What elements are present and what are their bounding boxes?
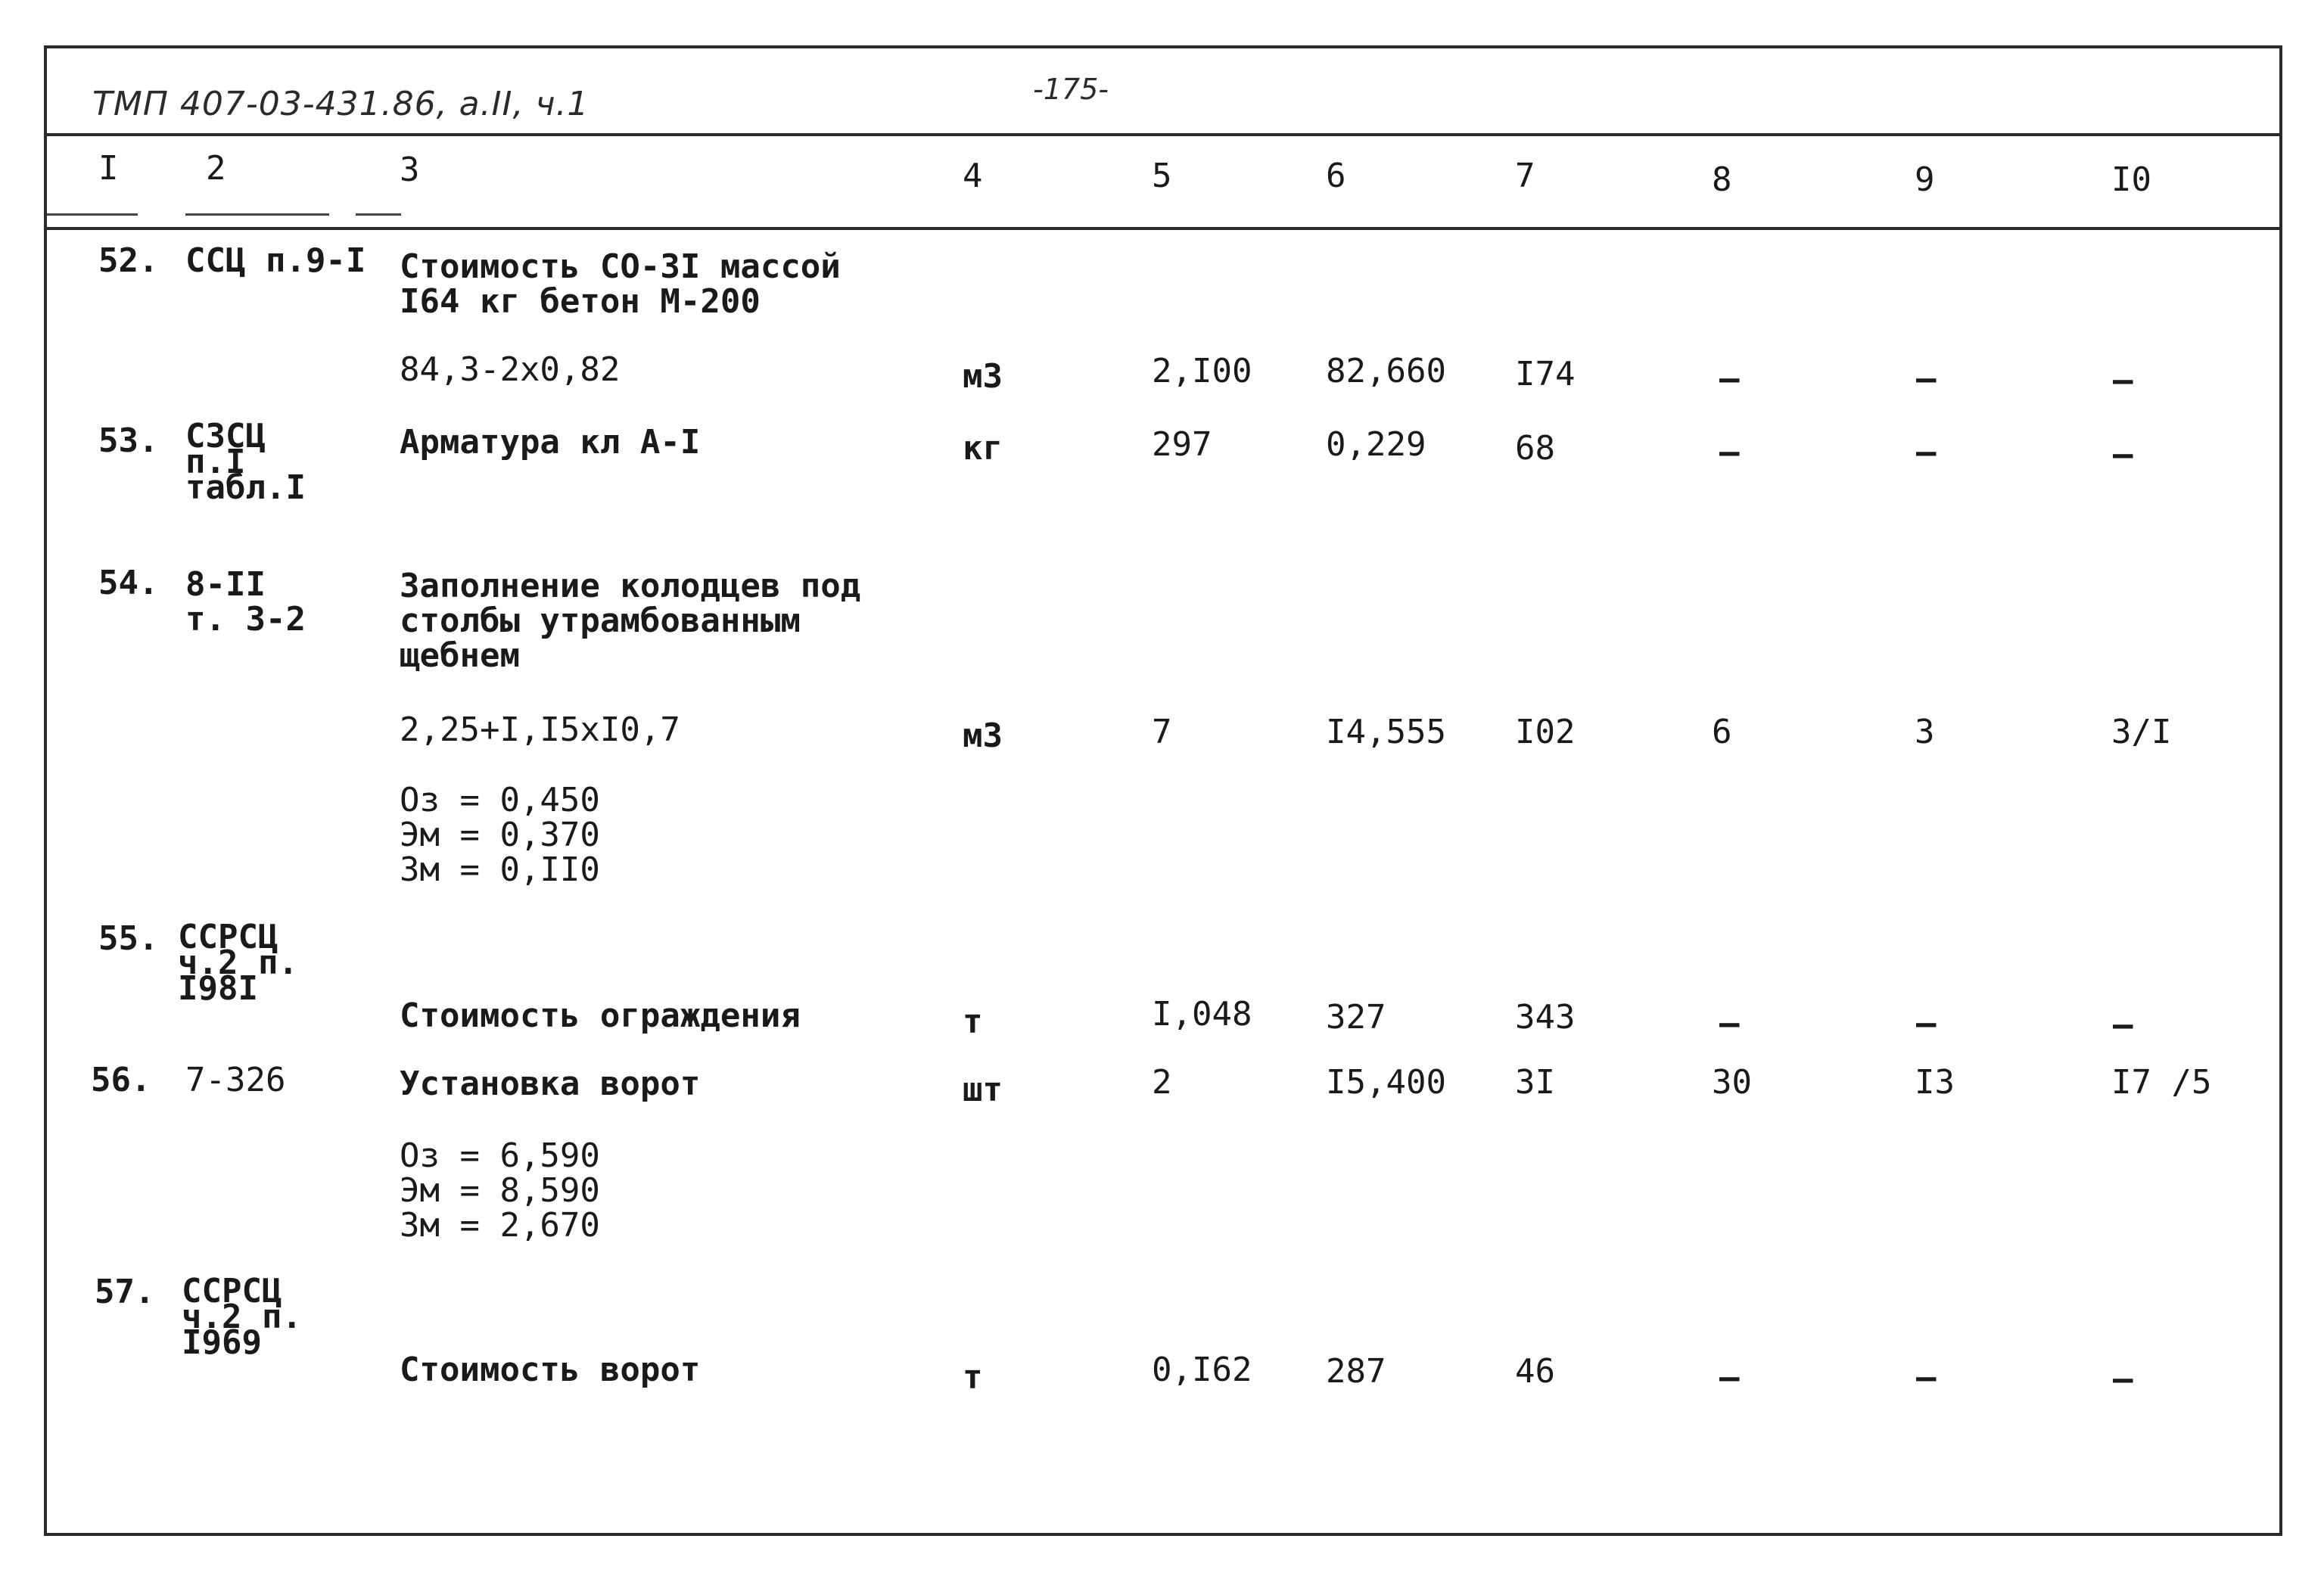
- header-dash: [47, 213, 138, 216]
- row-description: Установка ворот: [400, 1065, 701, 1103]
- row-quantity: 297: [1152, 425, 1212, 464]
- row-col10: 3/I: [2111, 713, 2172, 751]
- row-col9: –: [1916, 1004, 1937, 1043]
- column-header: 3: [400, 151, 420, 189]
- row-total: 3I: [1515, 1063, 1555, 1102]
- row-number: 55.: [98, 919, 159, 958]
- row-quantity: I,048: [1152, 995, 1252, 1034]
- header-bottom-rule: [44, 227, 2282, 230]
- row-unit: кг: [963, 429, 1003, 468]
- row-reference: ССЦ п.9-I: [185, 241, 366, 280]
- row-col9: –: [1916, 433, 1937, 471]
- column-header: 4: [963, 157, 983, 195]
- row-quantity: 7: [1152, 713, 1172, 751]
- document-code: ТМП 407-03-431.86, а.II, ч.1: [92, 85, 590, 123]
- row-description: Арматура кл А-I: [400, 423, 701, 462]
- row-col8: 6: [1712, 713, 1732, 751]
- row-total: I02: [1515, 713, 1576, 751]
- row-col8: –: [1719, 1358, 1740, 1397]
- row-col8: –: [1719, 433, 1740, 471]
- row-total: 46: [1515, 1352, 1555, 1391]
- row-unit: м3: [963, 717, 1003, 755]
- column-header: 2: [206, 149, 226, 188]
- column-header: I: [98, 149, 119, 188]
- row-col8: –: [1719, 359, 1740, 398]
- row-quantity: 2: [1152, 1063, 1172, 1102]
- row-coefficients: Оз = 0,450 Эм = 0,370 Зм = 0,II0: [400, 781, 600, 889]
- row-col9: –: [1916, 359, 1937, 398]
- row-unit-price: I5,400: [1326, 1063, 1446, 1102]
- header-dash: [185, 213, 329, 216]
- row-col10: I7 /5: [2111, 1063, 2212, 1102]
- row-unit: т: [963, 1358, 983, 1397]
- row-unit-price: 287: [1326, 1352, 1386, 1391]
- row-reference: 8-II т. 3-2: [185, 565, 306, 639]
- row-col10: –: [2113, 361, 2133, 399]
- row-number: 53.: [98, 421, 159, 460]
- row-total: 68: [1515, 429, 1555, 468]
- row-number: 52.: [98, 241, 159, 280]
- row-description: 84,3-2x0,82: [400, 350, 621, 389]
- row-col10: –: [2113, 1360, 2133, 1398]
- row-unit-price: 82,660: [1326, 352, 1446, 390]
- row-unit-price: 0,229: [1326, 425, 1426, 464]
- row-unit-price: I4,555: [1326, 713, 1446, 751]
- column-header: I0: [2111, 160, 2151, 199]
- row-col8: –: [1719, 1004, 1740, 1043]
- column-header: 7: [1515, 157, 1535, 195]
- row-coefficients: Оз = 6,590 Эм = 8,590 Зм = 2,670: [400, 1136, 600, 1245]
- row-total: 343: [1515, 998, 1576, 1037]
- row-unit: т: [963, 1003, 983, 1041]
- row-col9: I3: [1915, 1063, 1955, 1102]
- row-reference: ССРСЦ ч.2 п. I98I: [178, 918, 298, 1008]
- column-header: 9: [1915, 160, 1935, 199]
- row-reference: 7-326: [185, 1061, 286, 1099]
- row-reference: ССРСЦ ч.2 п. I969: [182, 1272, 302, 1362]
- row-col10: –: [2113, 1006, 2133, 1044]
- row-quantity: 2,I00: [1152, 352, 1252, 390]
- row-number: 56.: [91, 1061, 151, 1099]
- row-col9: –: [1916, 1358, 1937, 1397]
- row-description: Стоимость СО-3I массой I64 кг бетон М-200: [400, 247, 841, 321]
- row-description: Стоимость ограждения: [400, 996, 801, 1035]
- header-dash: [356, 213, 401, 216]
- row-unit: шт: [963, 1071, 1003, 1109]
- row-reference: СЗСЦ п.I табл.I: [185, 417, 306, 507]
- column-header: 8: [1712, 160, 1732, 199]
- row-number: 57.: [95, 1273, 155, 1311]
- row-unit: м3: [963, 357, 1003, 396]
- column-header: 5: [1152, 157, 1172, 195]
- row-number: 54.: [98, 564, 159, 602]
- row-description: 2,25+I,I5xI0,7: [400, 710, 680, 749]
- row-col10: –: [2113, 435, 2133, 474]
- row-col8: 30: [1712, 1063, 1752, 1102]
- row-col9: 3: [1915, 713, 1935, 751]
- header-top-rule: [44, 133, 2282, 136]
- page-number: -175-: [1033, 73, 1109, 106]
- row-description: Заполнение колодцев под столбы утрамбованным щебнем: [400, 567, 861, 675]
- row-quantity: 0,I62: [1152, 1351, 1252, 1389]
- page-frame: [44, 45, 2282, 1536]
- column-header: 6: [1326, 157, 1346, 195]
- row-description: Стоимость ворот: [400, 1351, 701, 1389]
- row-total: I74: [1515, 355, 1576, 393]
- row-unit-price: 327: [1326, 998, 1386, 1037]
